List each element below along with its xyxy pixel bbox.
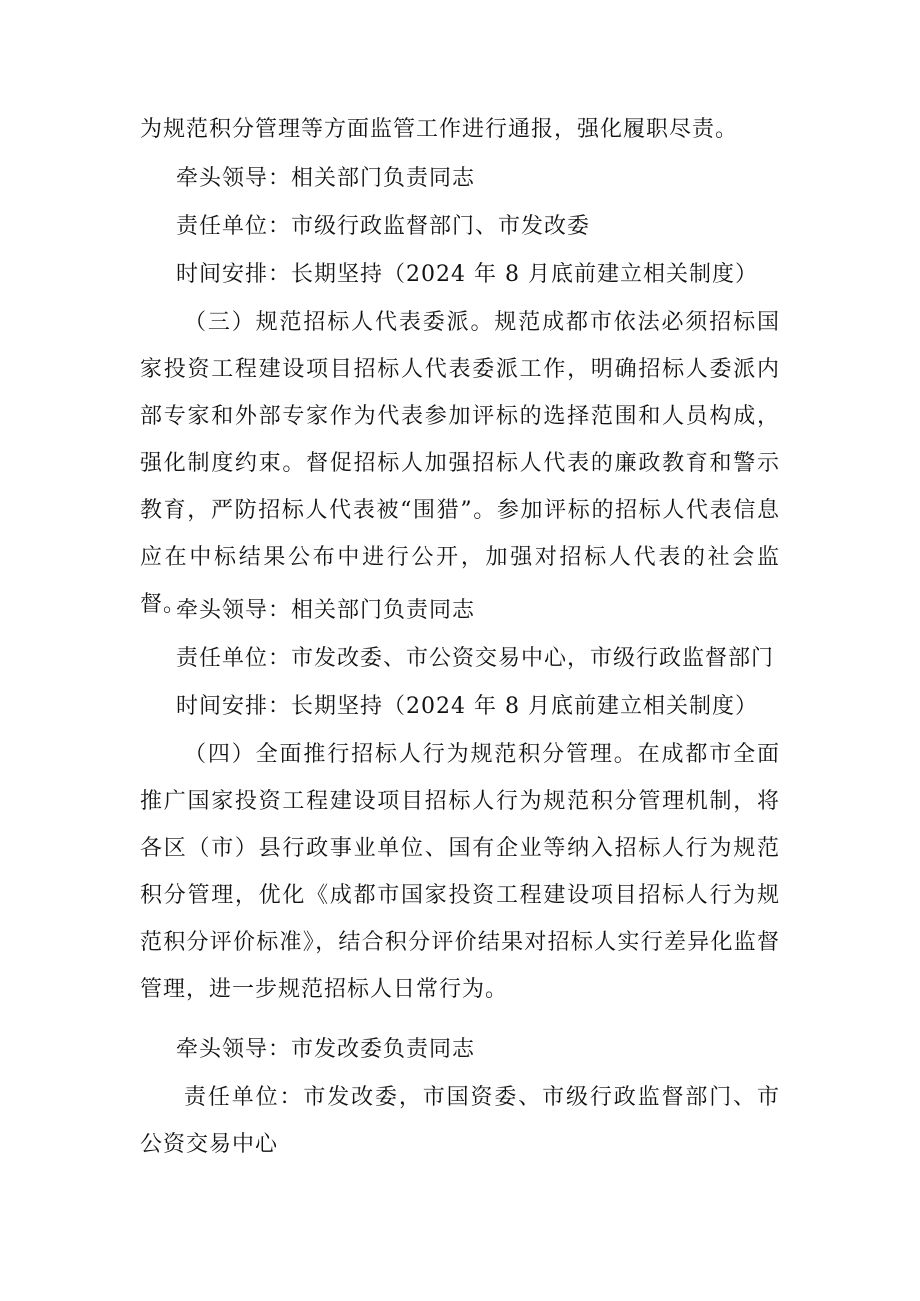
- lead-leader-2: 牵头领导：相关部门负责同志: [176, 598, 476, 623]
- lead-leader-1: 牵头领导：相关部门负责同志: [176, 166, 476, 191]
- section-3-paragraph: （三）规范招标人代表委派。规范成都市依法必须招标国家投资工程建设项目招标人代表委派工作，明确招标人委派内部专家和外部专家作为代表参加评标的选择范围和人员构成，强化制度约束。督促招标人加强招标人代表的廉政教育和警示教育，严防招标人代表被“围猎”。参加评标的招标人代表信息应在中标结果公布中进行公开，加强对招标人代表的社会监督。: [140, 310, 780, 617]
- paragraph-continuation: 为规范积分管理等方面监管工作进行通报，强化履职尽责。: [140, 117, 739, 142]
- lead-leader-3: 牵头领导：市发改委负责同志: [176, 1037, 476, 1062]
- responsible-unit-2: 责任单位：市发改委、市公资交易中心，市级行政监督部门: [176, 646, 775, 671]
- section-4-paragraph: （四）全面推行招标人行为规范积分管理。在成都市全面推广国家投资工程建设项目招标人行为规范积分管理机制，将各区（市）县行政事业单位、国有企业等纳入招标人行为规范积分管理，优化《成都市国家投资工程建设项目招标人行为规范积分评价标准》，结合积分评价结果对招标人实行差异化监督管理，进一步规范招标人日常行为。: [140, 742, 780, 1002]
- responsible-unit-3: 责任单位：市发改委，市国资委、市级行政监督部门、市公资交易中心: [140, 1085, 780, 1157]
- responsible-unit-1: 责任单位：市级行政监督部门、市发改委: [176, 214, 591, 239]
- time-schedule-1: 时间安排：长期坚持（2024 年 8 月底前建立相关制度）: [176, 262, 758, 287]
- time-schedule-2: 时间安排：长期坚持（2024 年 8 月底前建立相关制度）: [176, 694, 758, 719]
